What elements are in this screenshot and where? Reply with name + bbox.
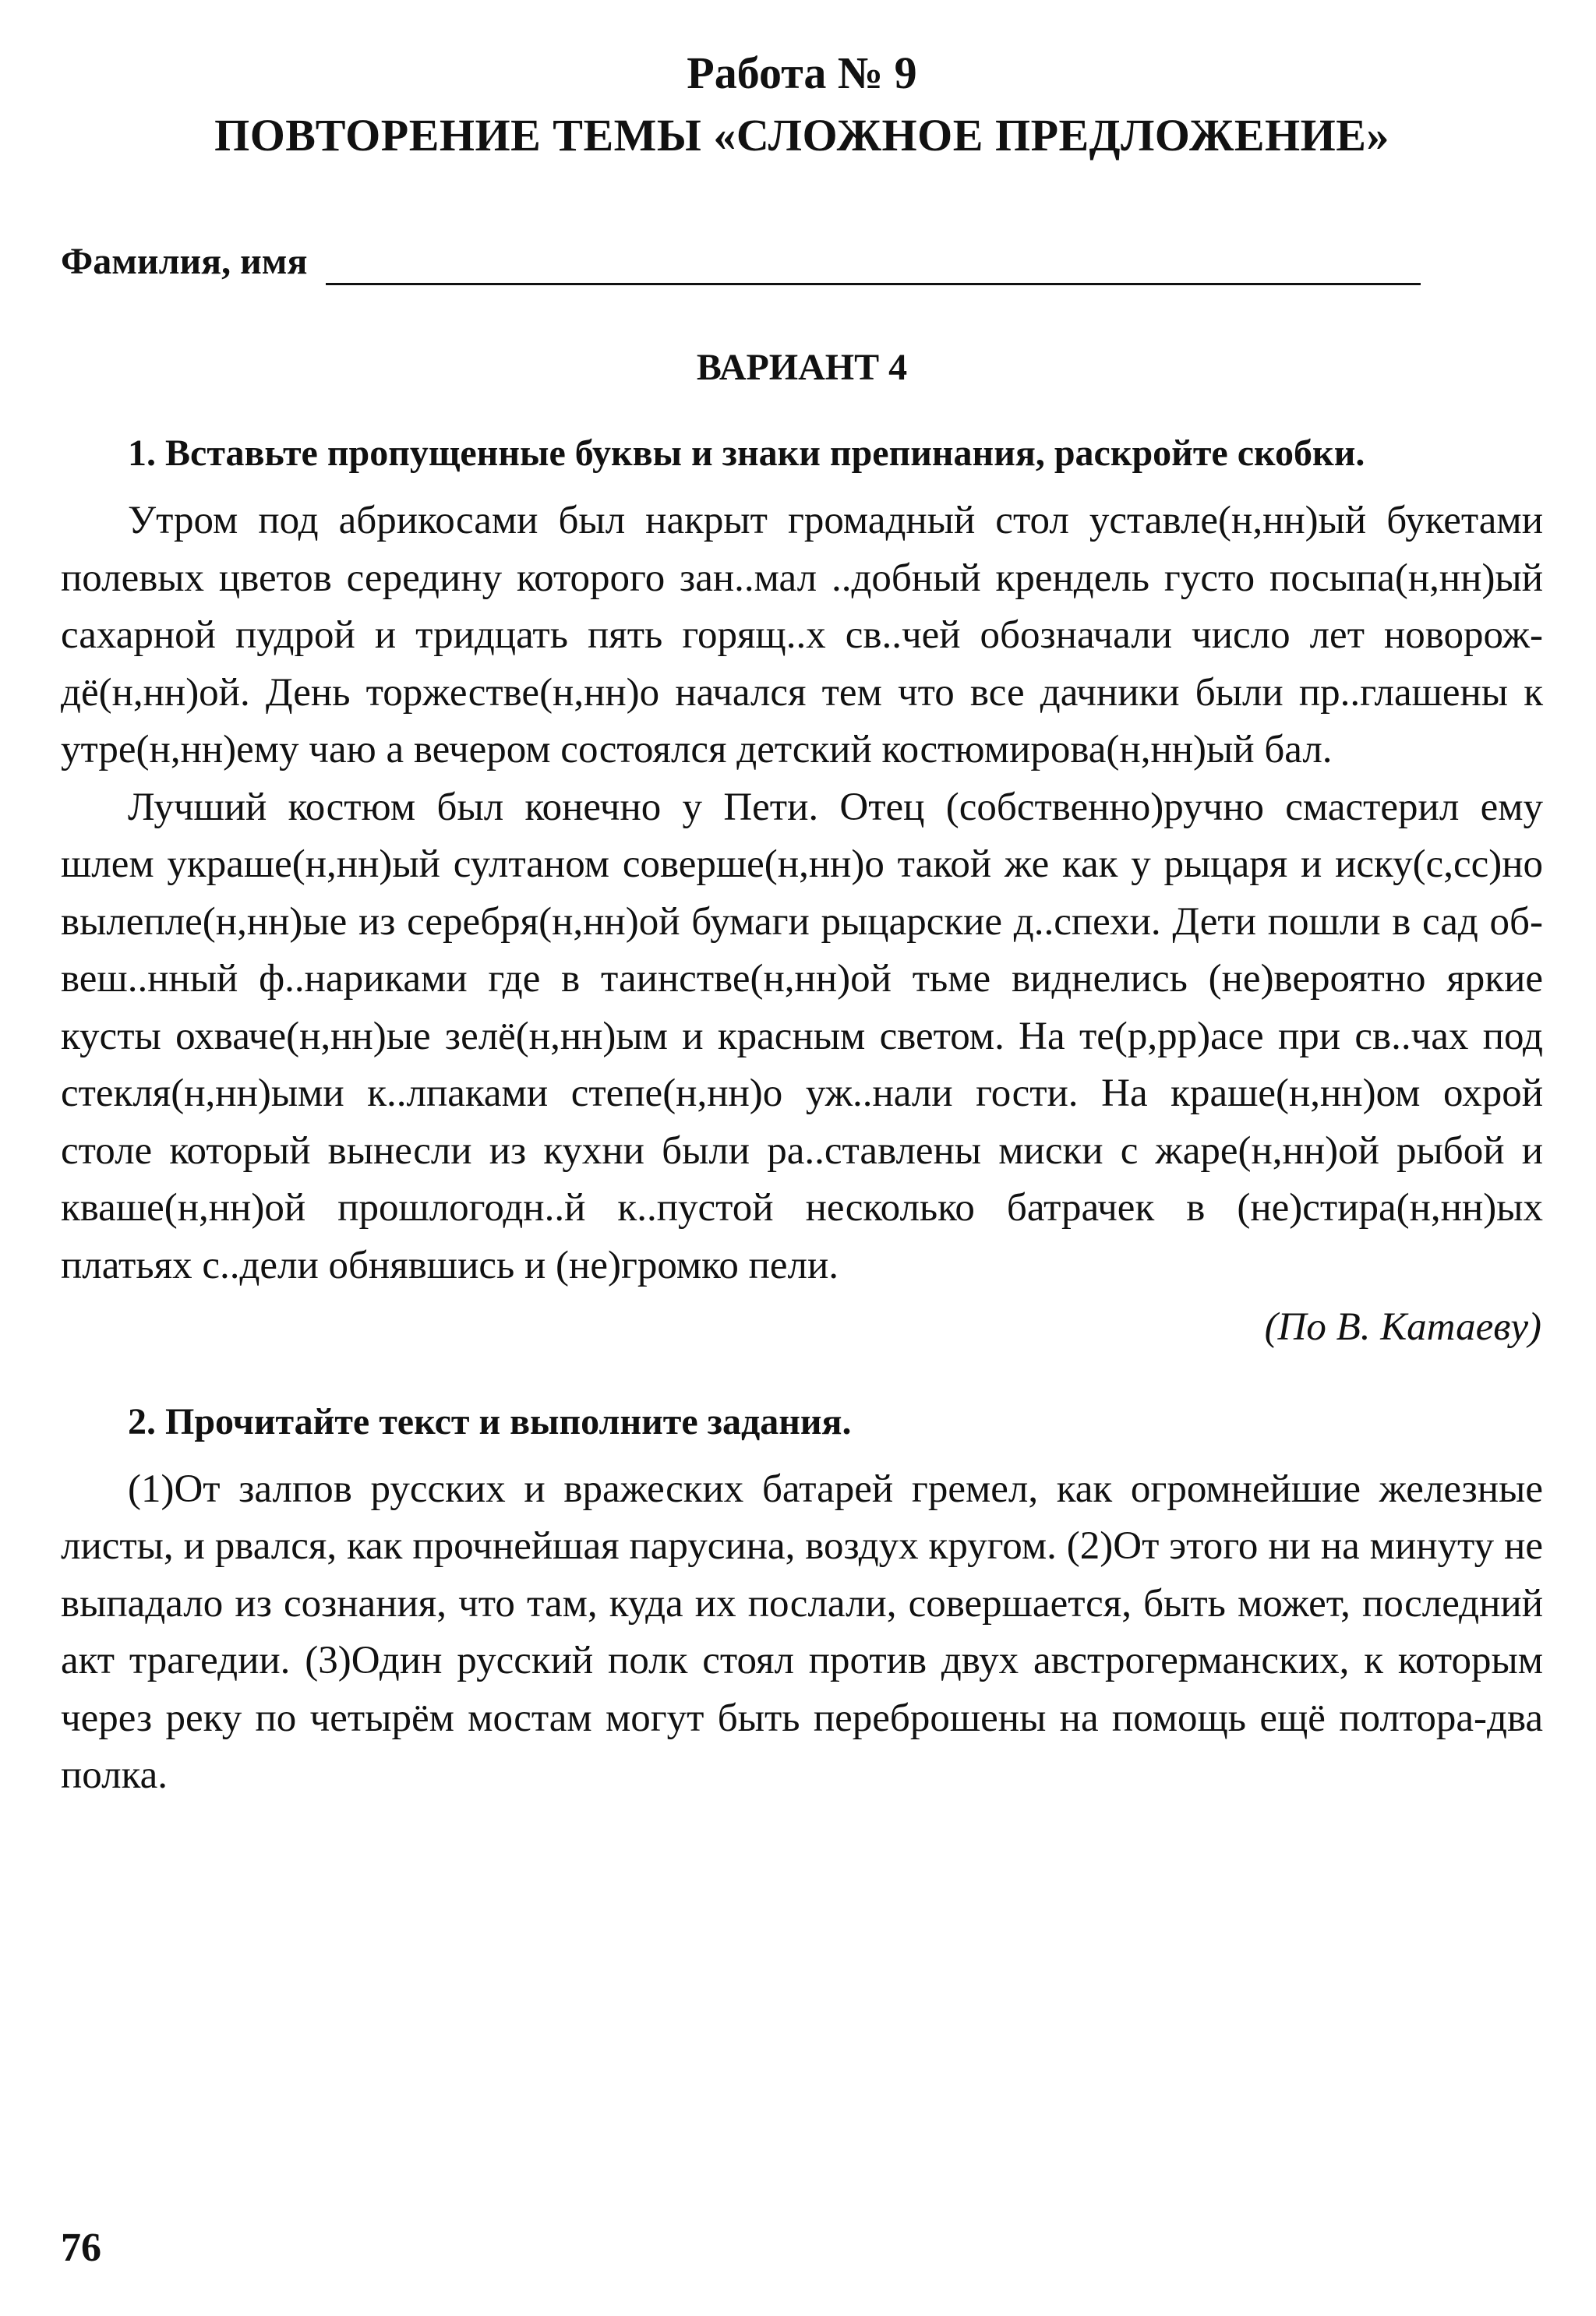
task1-paragraph-2: Лучший костюм был конечно у Пети. Отец (собственно)ручно смастерил ему шлем украше(н,нн)ый султаном соверше(н,нн)о такой же как у рыцаря и иску(с,сс)но вылепле(н,нн)ые из серебря(н,нн)ой бумаги рыцарские д..спехи. Дети пошли в сад обвеш..нный ф..нариками где в таинстве(н,нн)ой тьме виднелись (не)вероятно яркие кусты охваче(н,нн)ые зелё(н,нн)ым и красным светом. На те(р,рр)асе при св..чах под стекля(н,нн)ыми к..лпаками степе(н,нн)о уж..нали гости. На краше(н,нн)ом охрой столе который вынесли из кухни были ра..ставлены миски с жаре(н,нн)ой рыбой и кваше(н,нн)ой прошлогодн..й к..пустой несколько батрачек в (не)стира(н,нн)ых платьях с..дели обнявшись и (не)громко пели. — [61, 785, 1543, 1287]
task1-attribution: (По В. Катаеву) — [1264, 1305, 1541, 1349]
task2-heading: 2. Прочитайте текст и выполните задания. — [128, 1400, 852, 1442]
student-name-row — [61, 238, 1543, 285]
document-page — [61, 31, 1543, 1805]
variant-heading: ВАРИАНТ 4 — [696, 347, 908, 388]
task2-paragraph-1: (1)От залпов русских и вражеских батарей гремел, как огромнейшие железные листы, и рвался, как прочнейшая парусина, воздух кругом. (2)От этого ни на минуту не выпадало из сознания, что там, куда их послали, совершается, быть может, последний акт трагедии. (3)Один русский полк стоял против двух австрогерманских, к которым через реку по четырём мостам могут быть переброшены на помощь ещё полтора-два полка. — [61, 1467, 1543, 1797]
task1-heading: 1. Вставьте пропущенные буквы и знаки препинания, раскройте скобки. — [128, 432, 1365, 474]
work-title: Работа № 9 — [687, 48, 917, 98]
topic-title: ПОВТОРЕНИЕ ТЕМЫ «СЛОЖНОЕ ПРЕДЛОЖЕНИЕ» — [214, 110, 1389, 161]
student-name-blank[interactable] — [326, 244, 1421, 285]
page-number: 76 — [61, 2226, 101, 2270]
task1-paragraph-1: Утром под абрикосами был накрыт громадный стол уставле(н,нн)ый букетами полевых цветов середину которого зан..мал ..добный крендель густо посыпа(н,нн)ый сахарной пудрой и тридцать пять горящ..х св..чей обозначали число лет новорождё(н,нн)ой. День торжестве(н,нн)о начался тем что все дачники были пр..глашены к утре(н,нн)ему чаю а вечером состоялся детский костюмирова(н,нн)ый бал. — [61, 499, 1543, 771]
student-name-label: Фамилия, имя — [61, 241, 308, 282]
